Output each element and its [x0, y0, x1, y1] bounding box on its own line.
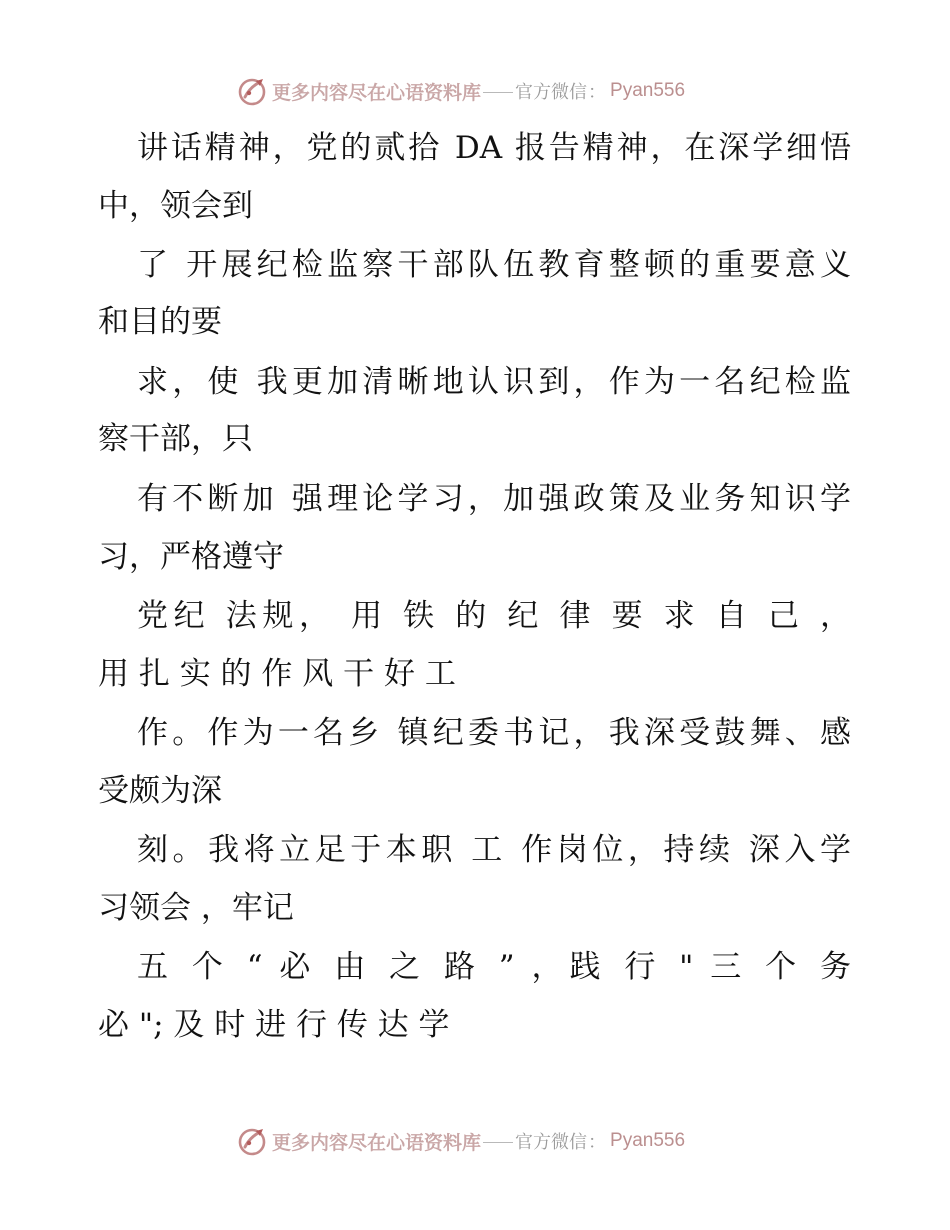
- text-line: 讲话精神，党的贰拾 DA 报告精神，在深学细悟: [137, 130, 851, 166]
- header-brand-text: 更多内容尽在心语资料库: [272, 81, 482, 104]
- footer-official-label: 官方微信: [515, 1132, 588, 1153]
- text-line: 用 扎 实 的 作 风 干 好 工: [98, 656, 456, 692]
- text-line: 习，严格遵守: [98, 539, 284, 575]
- text-line: 党纪 法规， 用 铁 的 纪 律 要 求 自 己 ，: [137, 598, 851, 634]
- text-line: 和目的要: [98, 304, 222, 340]
- text-line: 必 "; 及 时 进 行 传 达 学: [98, 1007, 450, 1043]
- pen-swirl-logo-icon: [236, 1125, 268, 1157]
- text-line: 习领会 ，牢记: [98, 890, 294, 926]
- header-official-label: 官方微信: [515, 82, 588, 103]
- text-line: 作。作为一名乡 镇纪委书记，我深受鼓舞、感: [137, 715, 851, 751]
- footer-brand-text: 更多内容尽在心语资料库: [272, 1131, 482, 1154]
- text-line: 刻。我将立足于本职 工 作岗位，持续 深入学: [137, 832, 851, 868]
- header-dash: [483, 92, 513, 93]
- text-line: 受颇为深: [98, 773, 222, 809]
- footer-wechat-id: Pyan556: [610, 1130, 686, 1151]
- footer-separator: ：: [588, 1132, 607, 1153]
- pen-swirl-logo-icon: [236, 75, 268, 107]
- footer-watermark: [236, 1124, 685, 1158]
- text-line: 察干部，只: [98, 421, 253, 457]
- footer-dash: [483, 1142, 513, 1143]
- text-line: 求，使 我更加清晰地认识到，作为一名纪检监: [137, 364, 851, 400]
- header-watermark: [236, 74, 685, 108]
- header-separator: ：: [588, 82, 607, 103]
- text-line: 中，领会到: [98, 188, 253, 224]
- text-line: 五 个 “ 必 由 之 路 ” ，践 行 " 三 个 务: [137, 949, 851, 985]
- text-line: 有不断加 强理论学习，加强政策及业务知识学: [137, 481, 851, 517]
- text-line: 了 开展纪检监察干部队伍教育整顿的重要意义: [137, 247, 851, 283]
- header-wechat-id: Pyan556: [610, 80, 686, 101]
